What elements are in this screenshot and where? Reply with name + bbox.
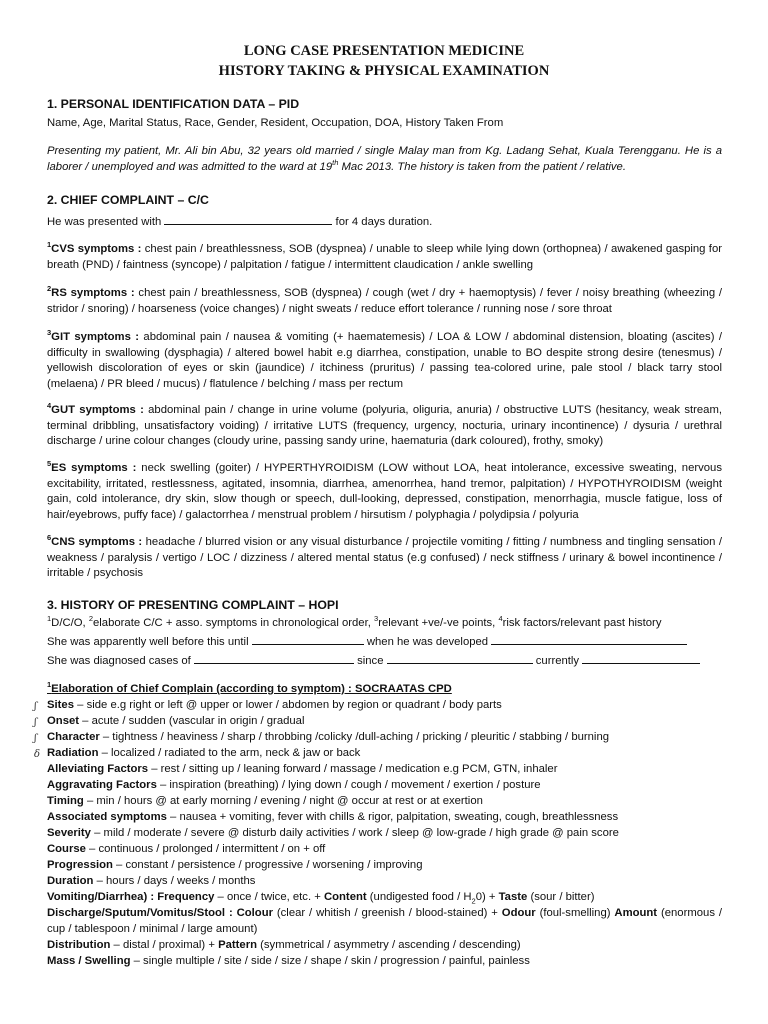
hopi-line1-text-a: She was apparently well before this until [47, 636, 252, 648]
elab-text: – min / hours @ at early morning / evening / night @ occur at rest or at exertion [83, 795, 483, 807]
elab-label: Severity [47, 827, 91, 839]
elab-item-radiation [47, 746, 722, 762]
hopi-line2-text-a: She was diagnosed cases of [47, 655, 194, 667]
cvs-symptoms [47, 242, 722, 273]
hopi-guide-num-2: 2 [88, 614, 94, 624]
hopi-guide-num-4: 4 [498, 614, 503, 624]
cns-symptoms [47, 535, 722, 582]
hopi-guide-text-2: elaborate C/C + asso. symptoms in chronological order, [93, 617, 375, 629]
elab-item-aggravating [47, 778, 722, 794]
git-text: abdominal pain / nausea & vomiting (+ haematemesis) / LOA & LOW / abdominal distension, bloating (ascites) / difficulty in swallowing (dysphagia) / altered bowel habit e.g diarrhea, constipation, unable to BO despite strong desire (tenesmus) / yellowish discoloration of eyes or skin (jaundice) / itchiness (pruritus) / passing tea-colored urine, pale stool / black tarry stool (melaena) / PR bleed / mucus) / flatulence / belching / mass per rectum [47, 331, 722, 390]
elab-text: – continuous / prolonged / intermittent / on + off [85, 843, 326, 855]
cc-line-pre: He was presented with [47, 216, 165, 228]
vomiting-text-1: – once / twice, etc. + [214, 891, 324, 903]
distribution-text-2: (symmetrical / asymmetry / ascending / descending) [257, 939, 521, 951]
cns-text: headache / blurred vision or any visual disturbance / projectile vomiting / fitting / numbness and tingling sensation / weakness / paralysis / vertigo / LOC / dizziness / altered mental status (e.g confused) / neck stiffness / urinary & bowel incontinence / irritable / psychosis [47, 536, 722, 580]
cc-heading: 2. CHIEF COMPLAINT – C/C [47, 193, 209, 207]
hopi-line1-text-b: when he was developed [363, 636, 492, 648]
pid-para-text-a: Presenting my patient, Mr. Ali bin Abu, 32 years old married / single Malay man from Kg. Ladang Sehat, Kuala Terengganu. He is a laborer / unemployed and was admitted to the ward at 19 [47, 145, 722, 173]
es-symptoms [47, 461, 722, 523]
hopi-since-blank[interactable] [387, 652, 533, 664]
cvs-text: chest pain / breathlessness, SOB (dyspnea) / unable to sleep while lying down (orthopnea) / awakened gasping for breath (PND) / faintness (syncope) / palpitation / fatigue / intermittent claudication / ankle swelling [47, 243, 722, 271]
hopi-developed-blank[interactable] [491, 633, 687, 645]
elab-label: Sites [47, 699, 75, 711]
elab-label: Course [47, 843, 86, 855]
hopi-line-2 [47, 652, 722, 670]
rs-text: chest pain / breathlessness, SOB (dyspnea) / cough (wet / dry + haemoptysis) / fever / noisy breathing (wheezing / stridor / snoring) / hoarseness (voice changes) / night sweats / reduce effort tolerance / running nose / sore throat [47, 287, 722, 315]
elab-item-alleviating [47, 762, 722, 778]
elab-text: – localized / radiated to the arm, neck & jaw or back [98, 747, 361, 759]
elab-item-discharge [47, 906, 722, 937]
hopi-guide-text-4: risk factors/relevant past history [502, 617, 662, 629]
hopi-line2-text-b: since [353, 655, 387, 667]
distribution-label: Distribution [47, 939, 111, 951]
elab-text: – acute / sudden (vascular in origin / gradual [79, 715, 305, 727]
discharge-label: Discharge/Sputum/Vomitus/Stool : Colour [47, 907, 273, 919]
elab-text: – inspiration (breathing) / lying down / cough / movement / exertion / posture [156, 779, 541, 791]
elab-item-sites [47, 698, 722, 714]
elab-item-associated [47, 810, 722, 826]
elab-item-distribution [47, 938, 722, 954]
document-title-line-1: LONG CASE PRESENTATION MEDICINE [243, 43, 525, 59]
elab-text: – rest / sitting up / leaning forward / massage / medication e.g PCM, GTN, inhaler [148, 763, 558, 775]
elab-item-mass [47, 954, 722, 970]
handwritten-mark-1: ʃ [34, 701, 37, 712]
distribution-text-1: – distal / proximal) + [110, 939, 219, 951]
pid-heading: 1. PERSONAL IDENTIFICATION DATA – PID [47, 97, 300, 111]
hopi-heading: 3. HISTORY OF PRESENTING COMPLAINT – HOPI [47, 598, 339, 612]
elaboration-heading-text: Elaboration of Chief Complain (according to symptom) : SOCRAATAS CPD [51, 683, 452, 695]
es-label: ES symptoms : [51, 462, 137, 474]
elab-label: Character [47, 731, 100, 743]
es-text: neck swelling (goiter) / HYPERTHYROIDISM (LOW without LOA, heat intolerance, excessive sweating, nervous excitability, irritated, restlessness, agitated, insomnia, diarrhea, amenorrhea, hand tremor, palpitation) / HYPOTHYROIDISM (weight gain, cold intolerance, dry skin, slow though or speech, dull-looking, depressed, constipation, menorrhagia, muscle fatigue, loss of hair/eyebrows, puffy face) / galactorrhea / menstrual problem / hirsutism / polyphagia / polydipsia / polyuria [47, 462, 722, 521]
discharge-text-1: (clear / whitish / greenish / blood-stained) + [273, 907, 502, 919]
elab-label: Timing [47, 795, 84, 807]
elab-item-course [47, 842, 722, 858]
elab-item-timing [47, 794, 722, 810]
cc-presented-line [47, 213, 722, 231]
vomiting-text-2: (undigested food / H [366, 891, 472, 903]
vomiting-text-4: (sour / bitter) [527, 891, 595, 903]
mass-text: – single multiple / site / side / size / shape / skin / progression / painful, painless [130, 955, 530, 967]
pid-para-text-b: Mac 2013. The history is taken from the patient / relative. [338, 160, 626, 173]
handwritten-mark-2: ʃ [34, 717, 37, 728]
elab-label: Onset [47, 715, 80, 727]
pid-fields: Name, Age, Marital Status, Race, Gender, Resident, Occupation, DOA, History Taken From [47, 117, 504, 129]
cns-label: CNS symptoms : [51, 536, 143, 548]
vomiting-label: Vomiting/Diarrhea) : Frequency [47, 891, 215, 903]
git-number: 3 [47, 328, 52, 338]
elab-label: Radiation [47, 747, 99, 759]
document-title-line-2: HISTORY TAKING & PHYSICAL EXAMINATION [218, 63, 550, 79]
elab-text: – hours / days / weeks / months [93, 875, 256, 887]
handwritten-mark-3: ʃ [34, 733, 37, 744]
elab-text: – constant / persistence / progressive / worsening / improving [112, 859, 423, 871]
elaboration-heading-number: 1 [47, 680, 52, 690]
vomiting-taste-label: Taste [498, 891, 528, 903]
rs-label: RS symptoms : [51, 287, 135, 299]
hopi-guide-num-3: 3 [374, 614, 379, 624]
elab-item-duration [47, 874, 722, 890]
cc-line-post: for 4 days duration. [332, 216, 433, 228]
vomiting-text-3: 0) + [475, 891, 499, 903]
handwritten-mark-4: δ [34, 749, 41, 760]
mass-label: Mass / Swelling [47, 955, 131, 967]
distribution-pattern-label: Pattern [218, 939, 257, 951]
vomiting-content-label: Content [323, 891, 367, 903]
hopi-diagnosed-blank[interactable] [194, 652, 354, 664]
rs-symptoms [47, 286, 722, 317]
elaboration-heading [47, 682, 722, 698]
hopi-currently-blank[interactable] [582, 652, 700, 664]
elab-label: Associated symptoms [47, 811, 167, 823]
elab-item-character [47, 730, 722, 746]
gut-label: GUT symptoms : [51, 404, 144, 416]
gut-text: abdominal pain / change in urine volume (polyuria, oliguria, anuria) / obstructive LUTS (hesitancy, weak stream, terminal dribbling, unsatisfactory voiding) / irritative LUTS (frequency, urgency, nocturia, urinary incontinence) / dysuria / urethral discharge / urine colour changes (cloudy urine, passing sandy urine, haematuria (dark coloured), frothy, smoky) [47, 404, 722, 448]
hopi-guide-text-3: relevant +ve/-ve points, [378, 617, 499, 629]
cvs-number: 1 [47, 240, 52, 250]
discharge-text-2: (foul-smelling) [535, 907, 615, 919]
discharge-amount-label: Amount [614, 907, 658, 919]
cc-complaint-blank[interactable] [164, 213, 332, 225]
git-label: GIT symptoms : [51, 331, 140, 343]
gut-number: 4 [47, 401, 52, 411]
gut-symptoms [47, 403, 722, 450]
hopi-line-1 [47, 633, 722, 651]
elab-text: – tightness / heaviness / sharp / throbbing /colicky /dull-aching / pricking / pleuritic / stabbing / burning [99, 731, 610, 743]
es-number: 5 [47, 459, 52, 469]
pid-para-superscript: th [332, 157, 339, 167]
hopi-line2-text-c: currently [532, 655, 583, 667]
hopi-guide [47, 616, 722, 632]
rs-number: 2 [47, 284, 52, 294]
elab-item-progression [47, 858, 722, 874]
hopi-guide-text-1: D/C/O, [51, 617, 89, 629]
elab-item-severity [47, 826, 722, 842]
elab-label: Alleviating Factors [47, 763, 149, 775]
elab-label: Progression [47, 859, 113, 871]
elab-label: Aggravating Factors [47, 779, 157, 791]
elab-text: – side e.g right or left @ upper or lower / abdomen by region or quadrant / body parts [74, 699, 502, 711]
discharge-odour-label: Odour [501, 907, 536, 919]
elab-item-onset [47, 714, 722, 730]
cvs-label: CVS symptoms : [51, 243, 142, 255]
elab-text: – nausea + vomiting, fever with chills & rigor, palpitation, sweating, cough, breathlessness [166, 811, 619, 823]
elab-label: Duration [47, 875, 94, 887]
hopi-guide-num-1: 1 [47, 614, 52, 624]
vomiting-subscript: 2 [471, 896, 476, 906]
pid-presentation-paragraph [47, 144, 722, 175]
hopi-until-blank[interactable] [252, 633, 364, 645]
discharge-text-3: (enormous / cup / tablespoon / minimal / large amount) [47, 907, 723, 935]
git-symptoms [47, 330, 722, 392]
cns-number: 6 [47, 533, 52, 543]
elab-text: – mild / moderate / severe @ disturb daily activities / work / sleep @ low-grade / high grade @ pain score [90, 827, 619, 839]
